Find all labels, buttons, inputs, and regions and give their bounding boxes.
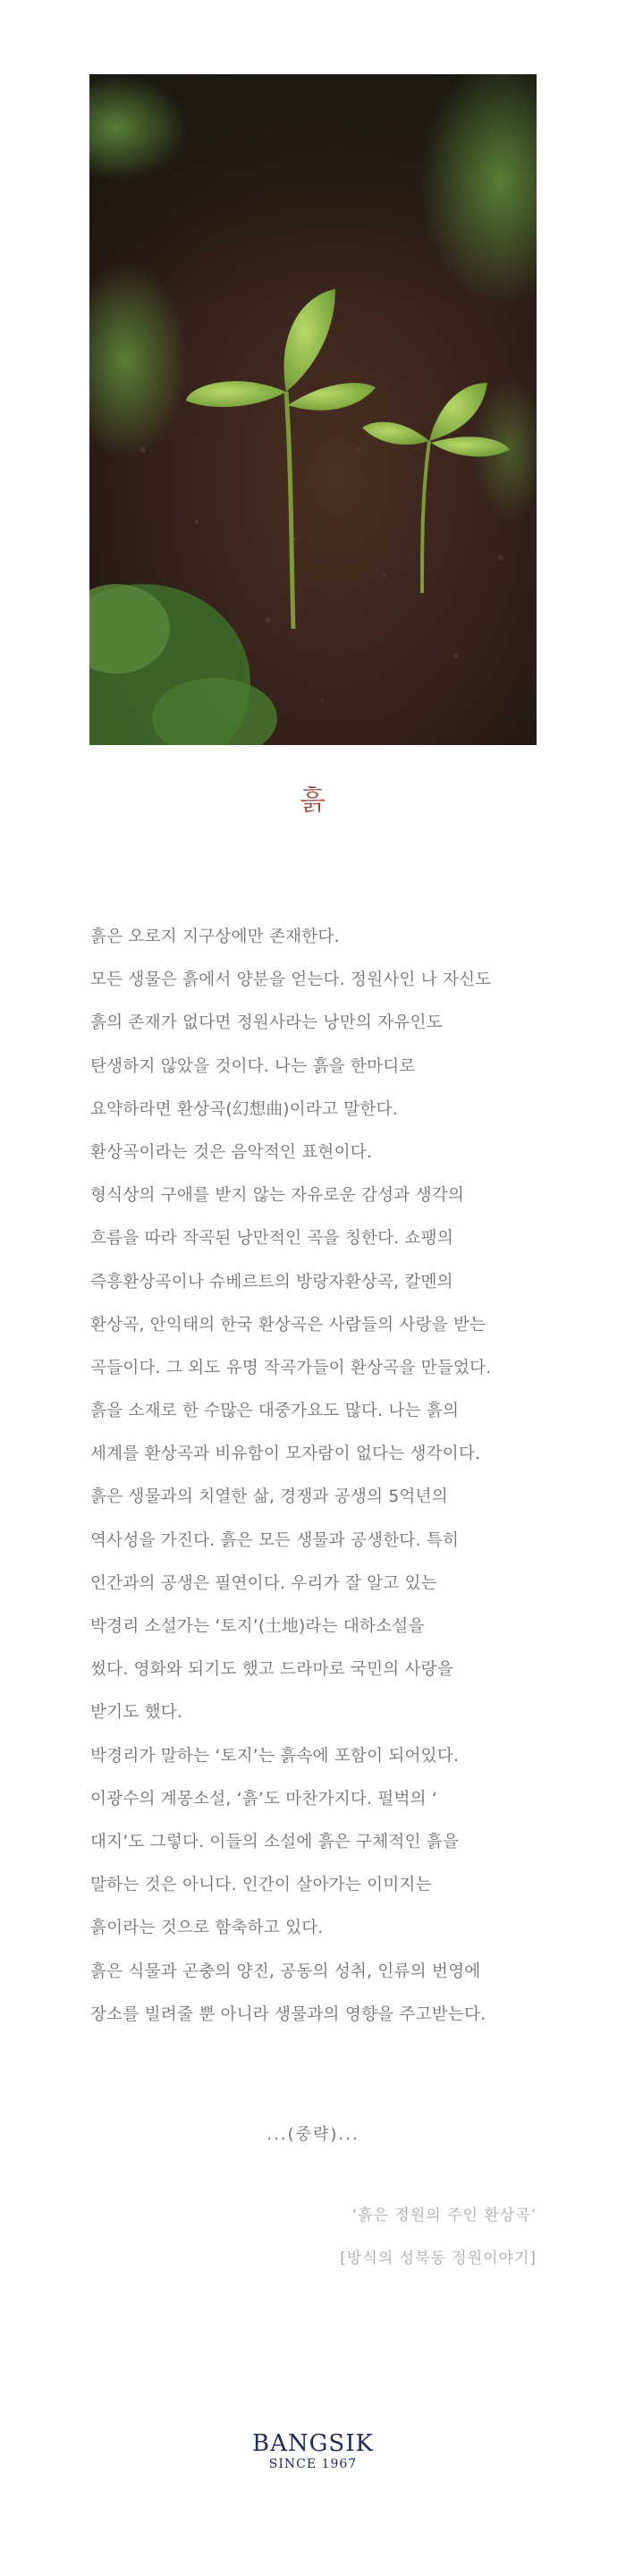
body-line: 환상곡이라는 것은 음악적인 표현이다. <box>90 1142 373 1162</box>
body-line: 흙은 식물과 곤충의 양진, 공동의 성취, 인류의 번영에 <box>90 1962 481 1981</box>
body-line: 썼다. 영화와 되기도 했고 드라마로 국민의 사랑을 <box>90 1660 454 1680</box>
body-line: 흐름을 따라 작곡된 낭만적인 곡을 칭한다. 쇼팽의 <box>90 1229 454 1249</box>
article-title: 흙 <box>300 785 326 817</box>
body-line: 역사성을 가진다. 흙은 모든 생물과 공생한다. 특히 <box>90 1530 460 1550</box>
body-line: 형식상의 구애를 받지 않는 자유로운 감성과 생각의 <box>90 1186 465 1206</box>
body-line: 곡들이다. 그 외도 유명 작곡가들이 환상곡을 만들었다. <box>90 1358 492 1377</box>
body-line: 박경리가 말하는 ‘토지’는 흙속에 포함이 되어있다. <box>90 1746 460 1766</box>
body-line: 흙을 소재로 한 수많은 대중가요도 많다. 나는 흙의 <box>90 1402 460 1421</box>
body-line: 환상곡, 안익태의 한국 환상곡은 사람들의 사랑을 받는 <box>90 1315 486 1335</box>
body-line: 요약하라면 환상곡(幻想曲)이라고 말한다. <box>90 1099 398 1119</box>
body-line: 말하는 것은 아니다. 인간이 살아가는 이미지는 <box>90 1876 432 1895</box>
body-line: 세계를 환상곡과 비유함이 모자람이 없다는 생각이다. <box>90 1445 481 1464</box>
quote-source: [방식의 성북동 정원이야기] <box>340 2250 537 2267</box>
body-line: 박경리 소설가는 ‘토지’(土地)라는 대하소설을 <box>90 1617 425 1636</box>
brand-name: BANGSIK <box>252 2430 374 2457</box>
body-line: 이광수의 계몽소설, ‘흙’도 마찬가지다. 펄벅의 ‘ <box>90 1789 438 1809</box>
hero-photo <box>89 74 537 745</box>
article-body <box>90 916 537 2037</box>
body-line: 즉흥환상곡이나 슈베르트의 방랑자환상곡, 칼멘의 <box>90 1272 453 1292</box>
body-line: 대지’도 그렇다. 이들의 소설에 흙은 구체적인 흙을 <box>90 1832 460 1852</box>
body-line: 흙이라는 것으로 함축하고 있다. <box>90 1919 324 1938</box>
body-line: 장소를 빌려줄 뿐 아니라 생물과의 영향을 주고받는다. <box>90 2004 486 2024</box>
body-line: 모든 생물은 흙에서 양분을 얻는다. 정원사인 나 자신도 <box>90 970 492 990</box>
body-line: 받기도 했다. <box>90 1703 183 1723</box>
brand-logo <box>0 2431 626 2472</box>
quote-title: ‘흙은 정원의 주인 환상곡’ <box>351 2207 537 2224</box>
body-line: 흙의 존재가 없다면 정원사라는 낭만의 자유인도 <box>90 1013 443 1033</box>
body-line: 흙은 오로지 지구상에만 존재한다. <box>90 928 340 946</box>
body-line: 인간과의 공생은 필연이다. 우리가 잘 알고 있는 <box>90 1573 437 1593</box>
body-line: 흙은 생물과의 치열한 삶, 경쟁과 공생의 5억년의 <box>90 1487 448 1507</box>
brand-since: SINCE 1967 <box>268 2457 358 2471</box>
body-line: 탄생하지 않았을 것이다. 나는 흙을 한마디로 <box>90 1056 416 1076</box>
omitted-marker: ...(중략)... <box>266 2125 360 2144</box>
